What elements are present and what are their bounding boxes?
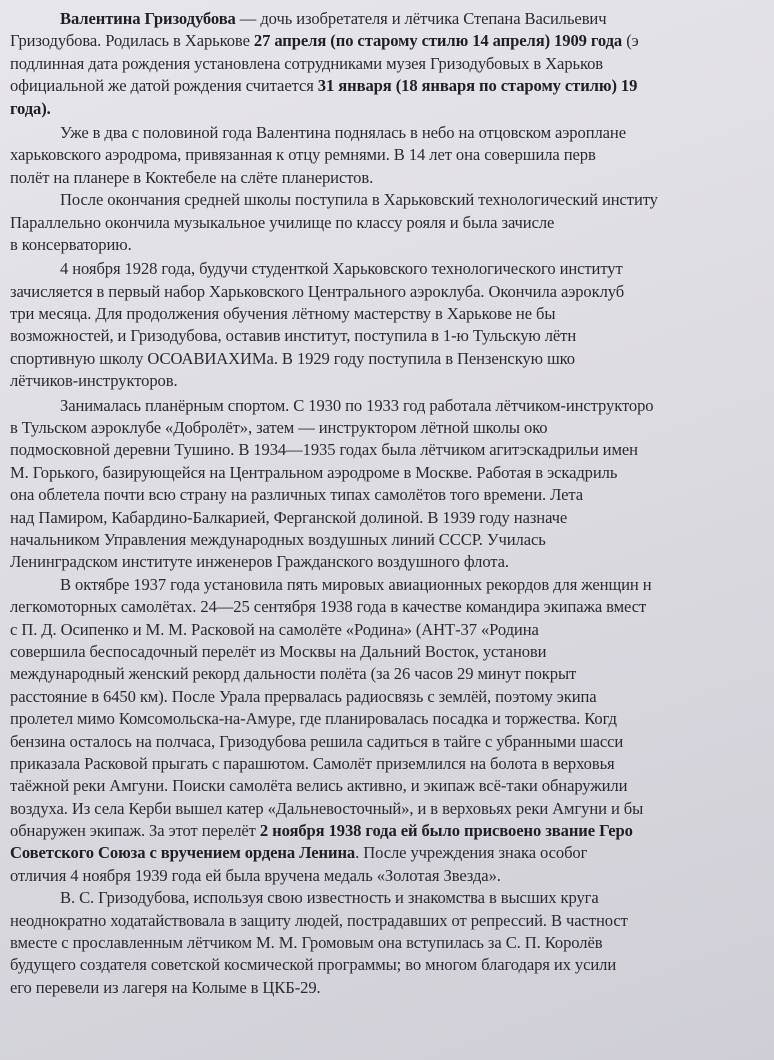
text-line: полёт на планере в Коктебеле на слёте планеристов. (10, 167, 374, 187)
text-line: 4 ноября 1928 года, будучи студенткой Харьковского технологического институт (60, 259, 623, 279)
text-line: будущего создателя советской космической программы; во многом благодаря их усили (10, 955, 617, 975)
text-line: она облетела почти всю страну на различных типах самолётов того времени. Лета (10, 485, 584, 505)
text-line: В. С. Гризодубова, используя свою известность и знакомства в высших круга (60, 888, 599, 908)
paragraph-5 (10, 395, 774, 574)
text-line: После окончания средней школы поступила в Харьковский технологический институ (60, 190, 658, 210)
text-line: В октябре 1937 года установила пять мировых авиационных рекордов для женщин н (60, 574, 652, 594)
text-line: Валентина Гризодубова — дочь изобретателя и лётчика Степана Васильевич (60, 9, 607, 28)
text-line: легкомоторных самолётах. 24—25 сентября 1938 года в качестве командира экипажа вмест (10, 597, 647, 617)
text-line: воздуха. Из села Керби вышел катер «Дальневосточный», и в верховьях реки Амгуни и бы (10, 798, 644, 818)
text-line: Уже в два с половиной года Валентина поднялась в небо на отцовском аэроплане (60, 122, 626, 142)
paragraph-3 (10, 189, 774, 256)
paragraph-4 (10, 258, 774, 392)
text-line: три месяца. Для продолжения обучения лётному мастерству в Харькове не бы (10, 304, 556, 324)
text-line: вместе с прославленным лётчиком М. М. Громовым она вступилась за С. П. Королёв (10, 933, 603, 953)
text-line: Ленинградском институте инженеров Гражданского воздушного флота. (10, 552, 509, 572)
text-line: харьковского аэродрома, привязанная к отцу ремнями. В 14 лет она совершила перв (10, 145, 596, 165)
text-line: спортивную школу ОСОАВИАХИМа. В 1929 году поступила в Пензенскую шко (10, 348, 575, 368)
text-line: начальником Управления международных воздушных линий СССР. Училась (10, 529, 546, 549)
text-line: с П. Д. Осипенко и М. М. Расковой на самолёте «Родина» (АНТ-37 «Родина (10, 619, 539, 639)
text-line: Гризодубова. Родилась в Харькове 27 апреля (по старому стилю 14 апреля) 1909 года (э (10, 31, 639, 51)
text-line: подмосковной деревни Тушино. В 1934—1935 годах была лётчиком агитэскадрильи имен (10, 440, 638, 460)
paragraph-2 (10, 122, 774, 189)
text-line: зачисляется в первый набор Харьковского Центрального аэроклуба. Окончила аэроклуб (10, 281, 625, 301)
text-line: возможностей, и Гризодубова, оставив институт, поступила в 1-ю Тульскую лётн (10, 326, 577, 346)
paragraph-7 (10, 887, 774, 999)
text-line: отличия 4 ноября 1939 года ей была вручена медаль «Золотая Звезда». (10, 865, 501, 885)
text-line: его перевели из лагеря на Колыме в ЦКБ-29. (10, 977, 321, 997)
text-line: таёжной реки Амгуни. Поиски самолёта велись активно, и экипаж всё-таки обнаружили (10, 776, 628, 796)
text-line: Параллельно окончила музыкальное училище по классу рояля и была зачисле (10, 212, 555, 232)
text-line: Советского Союза с вручением ордена Ленина. После учреждения знака особог (10, 843, 588, 863)
text-line: обнаружен экипаж. За этот перелёт 2 ноября 1938 года ей было присвоено звание Геро (10, 821, 633, 841)
text-line: в Тульском аэроклубе «Добролёт», затем — инструктором лётной школы око (10, 418, 548, 438)
text-line: лётчиков-инструкторов. (10, 371, 178, 391)
text-line: подлинная дата рождения установлена сотрудниками музея Гризодубовых в Харьков (10, 53, 604, 73)
text-line: приказала Расковой прыгать с парашютом. Самолёт приземлился на болота в верховья (10, 753, 615, 773)
text-line: расстояние в 6450 км). После Урала прервалась радиосвязь с землёй, поэтому экипа (10, 686, 597, 706)
paragraph-1 (10, 8, 774, 120)
text-line: официальной же датой рождения считается 31 января (18 января по старому стилю) 19 (10, 76, 638, 96)
name-bold: Валентина Гризодубова (60, 9, 236, 28)
text-line: пролетел мимо Комсомольска-на-Амуре, где планировалась посадка и торжества. Когд (10, 709, 617, 729)
text-line: неоднократно ходатайствовала в защиту людей, пострадавших от репрессий. В частност (10, 910, 628, 930)
text-line: М. Горького, базирующейся на Центральном аэродроме в Москве. Работая в эскадриль (10, 462, 618, 482)
text-line: года). (10, 98, 51, 118)
text-line: над Памиром, Кабардино-Балкарией, Ферганской долиной. В 1939 году назначе (10, 507, 568, 527)
text-line: Занималась планёрным спортом. С 1930 по 1933 год работала лётчиком-инструкторо (60, 395, 654, 415)
text-line: совершила беспосадочный перелёт из Москвы на Дальний Восток, установи (10, 641, 547, 661)
text-line: международный женский рекорд дальности полёта (за 26 часов 29 минут покрыт (10, 664, 577, 684)
document-text (10, 8, 774, 999)
text-line: в консерваторию. (10, 234, 132, 254)
text-line: бензина осталось на полчаса, Гризодубова решила садиться в тайге с убранными шасси (10, 731, 624, 751)
paragraph-6 (10, 574, 774, 887)
